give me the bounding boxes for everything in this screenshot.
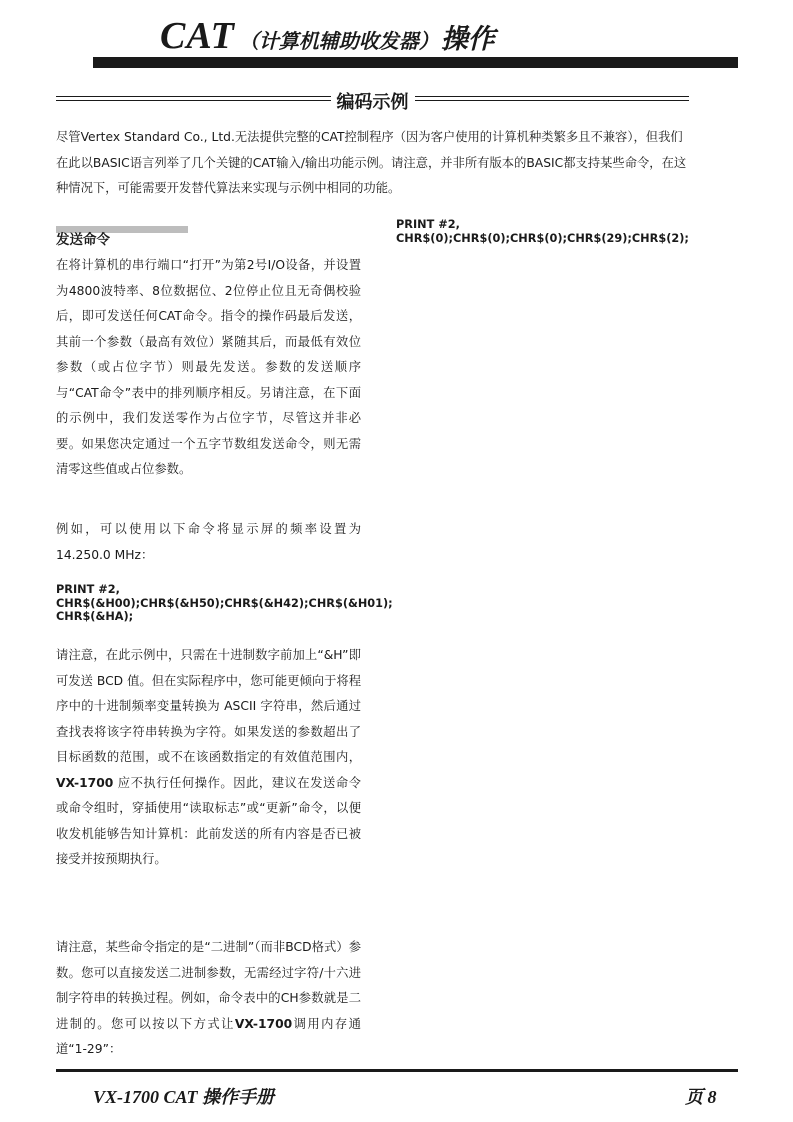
bcd-note-text: 请注意，在此示例中，只需在十进制数字前加上“&H”即可发送 BCD 值。但在实际程序中，您可能更倾向于将程序中的十进制频率变量转换为 ASCII 字符串，然后通过查找表将该字符串转换为字符。如果发送的参数超出了目标函数的范围，或不在该函数指定的有效值范围内， <box>56 648 361 764</box>
code-example-frequency <box>56 583 393 624</box>
header-subtitle: （计算机辅助收发器） <box>238 29 439 53</box>
code-line: PRINT #2, <box>56 583 120 596</box>
bcd-note-paragraph <box>56 643 361 873</box>
section-title-text: 编码示例 <box>331 92 415 113</box>
model-name: VX-1700 <box>56 775 114 790</box>
code-line: PRINT #2, <box>396 218 460 231</box>
example-intro-paragraph: 例如，可以使用以下命令将显示屏的频率设置为14.250.0 MHz： <box>56 522 361 562</box>
model-name: VX-1700 <box>234 1016 293 1031</box>
code-line: CHR$(&HA); <box>56 610 134 623</box>
page-header-title <box>160 14 495 58</box>
intro-paragraph: 尽管Vertex Standard Co., Ltd.无法提供完整的CAT控制程序（因为客户使用的计算机种类繁多且不兼容），但我们在此以BASIC语言列举了几个关键的CAT输入/输出功能示例。请注意，并非所有版本的BASIC都支持某些命令，在这种情况下，可能需要开发替代算法来实现与示例中相同的功能。 <box>56 130 687 195</box>
footer-page-number: 页 8 <box>685 1087 717 1107</box>
binary-note-text-cont: 调用内存通道“1-29”： <box>56 1016 361 1056</box>
binary-note-paragraph <box>56 935 361 1063</box>
header-cat: CAT <box>160 15 235 57</box>
code-line: CHR$(0);CHR$(0);CHR$(0);CHR$(29);CHR$(2); <box>396 231 689 245</box>
send-commands-heading: 发送命令 <box>56 232 110 248</box>
header-operation: 操作 <box>440 24 495 55</box>
code-example-memory-channel <box>396 218 689 245</box>
footer-manual-title: VX-1700 CAT 操作手册 <box>93 1087 275 1107</box>
bcd-note-text-cont: 应不执行任何操作。因此，建议在发送命令或命令组时，穿插使用“读取标志”或“更新”命令，以便收发机能够告知计算机：此前发送的所有内容是否已被接受并按预期执行。 <box>56 775 361 866</box>
send-commands-paragraph: 在将计算机的串行端口“打开”为第2号I/O设备，并设置为4800波特率、8位数据位、2位停止位且无奇偶校验后，即可发送任何CAT命令。指令的操作码最后发送，其前一个参数（最高有效位）紧随其后，而最低有效位参数（或占位字节）则最先发送。参数的发送顺序与“CAT命令”表中的排列顺序相反。另请注意，在下面的示例中，我们发送零作为占位字节，尽管这并非必要。如果您决定通过一个五字节数组发送命令，则无需清零这些值或占位参数。 <box>56 258 361 476</box>
header-bar <box>93 57 738 68</box>
binary-note-text: 请注意，某些命令指定的是“二进制”（而非BCD格式）参数。您可以直接发送二进制参数，无需经过字符/十六进制字符串的转换过程。例如，命令表中的CH参数就是二进制的。您可以按以下方式让 <box>56 940 361 1031</box>
code-line: CHR$(&H00);CHR$(&H50);CHR$(&H42);CHR$(&H01); <box>56 596 393 610</box>
footer-rule <box>56 1069 738 1072</box>
section-title <box>56 88 689 114</box>
